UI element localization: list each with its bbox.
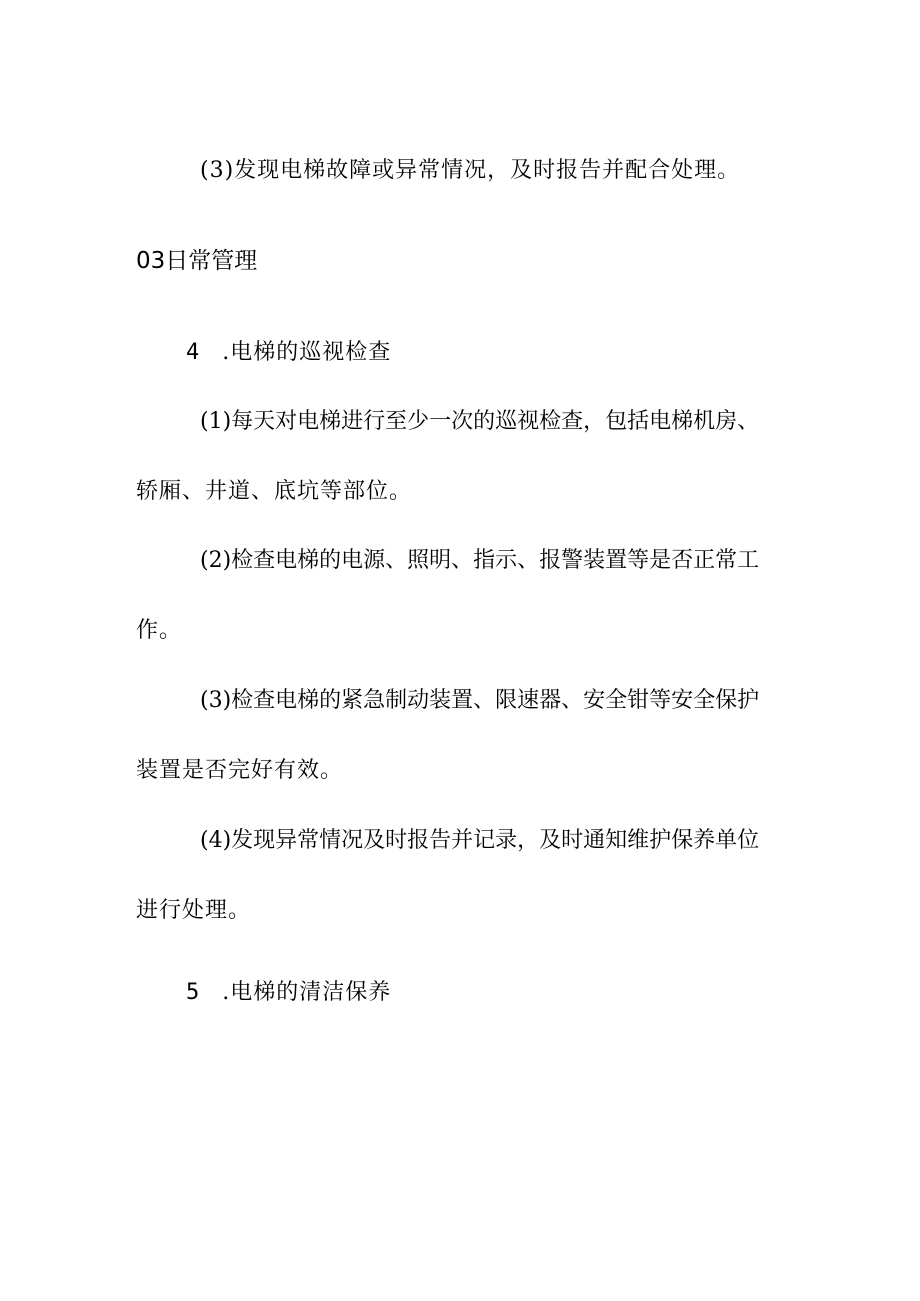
item-5-title: .电梯的清洁保养 xyxy=(222,980,392,1005)
item-5-number: 5 xyxy=(186,980,201,1005)
paragraph-1-line-1: (1)每天对电梯进行至少一次的巡视检查，包括电梯机房、 xyxy=(200,409,760,434)
item-4-title: .电梯的巡视检查 xyxy=(222,340,392,365)
paragraph-4-line-2: 进行处理。 xyxy=(136,898,252,923)
item-4-number: 4 xyxy=(186,340,201,365)
paragraph-3-line-2: 装置是否完好有效。 xyxy=(136,758,344,783)
paragraph-2-line-1: (2)检查电梯的电源、照明、指示、报警装置等是否正常工 xyxy=(200,548,760,573)
paragraph-2-line-2: 作。 xyxy=(136,618,183,643)
paragraph-3-line-1: (3)检查电梯的紧急制动装置、限速器、安全钳等安全保护 xyxy=(200,688,760,713)
paragraph-1-line-2: 轿厢、井道、底坑等部位。 xyxy=(136,479,413,504)
section-heading: 03日常管理 xyxy=(136,248,258,274)
paragraph-4-line-1: (4)发现异常情况及时报告并记录，及时通知维护保养单位 xyxy=(200,828,760,853)
item-5-heading xyxy=(186,978,391,1008)
paragraph-prev-item-3-line-1: (3)发现电梯故障或异常情况，及时报告并配合处理。 xyxy=(200,158,741,183)
item-4-heading xyxy=(186,338,391,368)
